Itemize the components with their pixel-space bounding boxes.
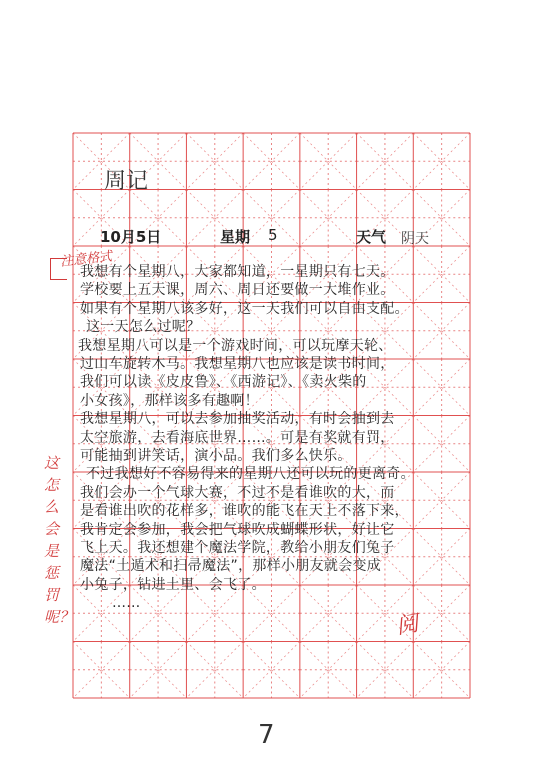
body-line: 我们会办一个气球大赛，不过不是看谁吹的大，而 — [80, 484, 395, 501]
date-field: 10月5日 — [100, 228, 162, 246]
body-line: 过山车旋转木马。我想星期八也应该是读书时间， — [80, 356, 395, 372]
body-line: 这一天怎么过呢？ — [86, 319, 201, 336]
teacher-side-comment: 这怎么会是惩罚呢？ — [44, 454, 75, 626]
body-line: …… — [112, 595, 141, 612]
body-line: 我们可以读《皮皮鲁》、《西游记》、《卖火柴的 — [80, 374, 367, 391]
body-line: 不过我想好不容易得来的星期八还可以玩的更离奇。 — [86, 466, 415, 483]
body-line: 飞上天。我还想建个魔法学院，教给小朋友们兔子 — [80, 540, 395, 556]
body-line: 魔法“土遁术和扫帚魔法”，那样小朋友就会变成 — [80, 558, 382, 575]
weather-label: 天气 — [356, 228, 387, 246]
body-line: 学校要上五天课，周六、周日还要做一大堆作业。 — [80, 282, 395, 299]
weekday-value: 5 — [268, 226, 278, 244]
page-title: 周记 — [104, 169, 149, 194]
body-line: 太空旅游，去看海底世界……。可是有奖就有罚， — [80, 429, 395, 446]
body-line: 我想有个星期八，大家都知道，一星期只有七天。 — [80, 264, 395, 280]
body-line: 我肯定会参加，我会把气球吹成蝴蝶形状，好让它 — [80, 521, 395, 538]
body-line: 我想星期八，可以去参加抽奖活动，有时会抽到去 — [80, 411, 395, 428]
body-line: 可能抽到讲笑话，演小品。我们多么快乐。 — [80, 448, 352, 464]
body-line: 小兔子，钻进土里、会飞了。 — [80, 576, 266, 593]
page-number: 7 — [258, 720, 275, 750]
body-line: 如果有个星期八该多好，这一天我们可以自由支配。 — [80, 300, 409, 317]
read-mark: 阅 — [394, 611, 421, 640]
format-annotation: 注意格式 — [59, 249, 113, 270]
body-line: 小女孩》，那样该多有趣啊！ — [80, 392, 259, 409]
body-line: 是看谁出吹的花样多，谁吹的能飞在天上不落下来， — [80, 503, 409, 520]
body-line: 我想星期八可以是一个游戏时间，可以玩摩天轮、 — [78, 337, 393, 354]
weekday-label: 星期 — [220, 228, 251, 246]
weather-value: 阴天 — [401, 231, 429, 247]
